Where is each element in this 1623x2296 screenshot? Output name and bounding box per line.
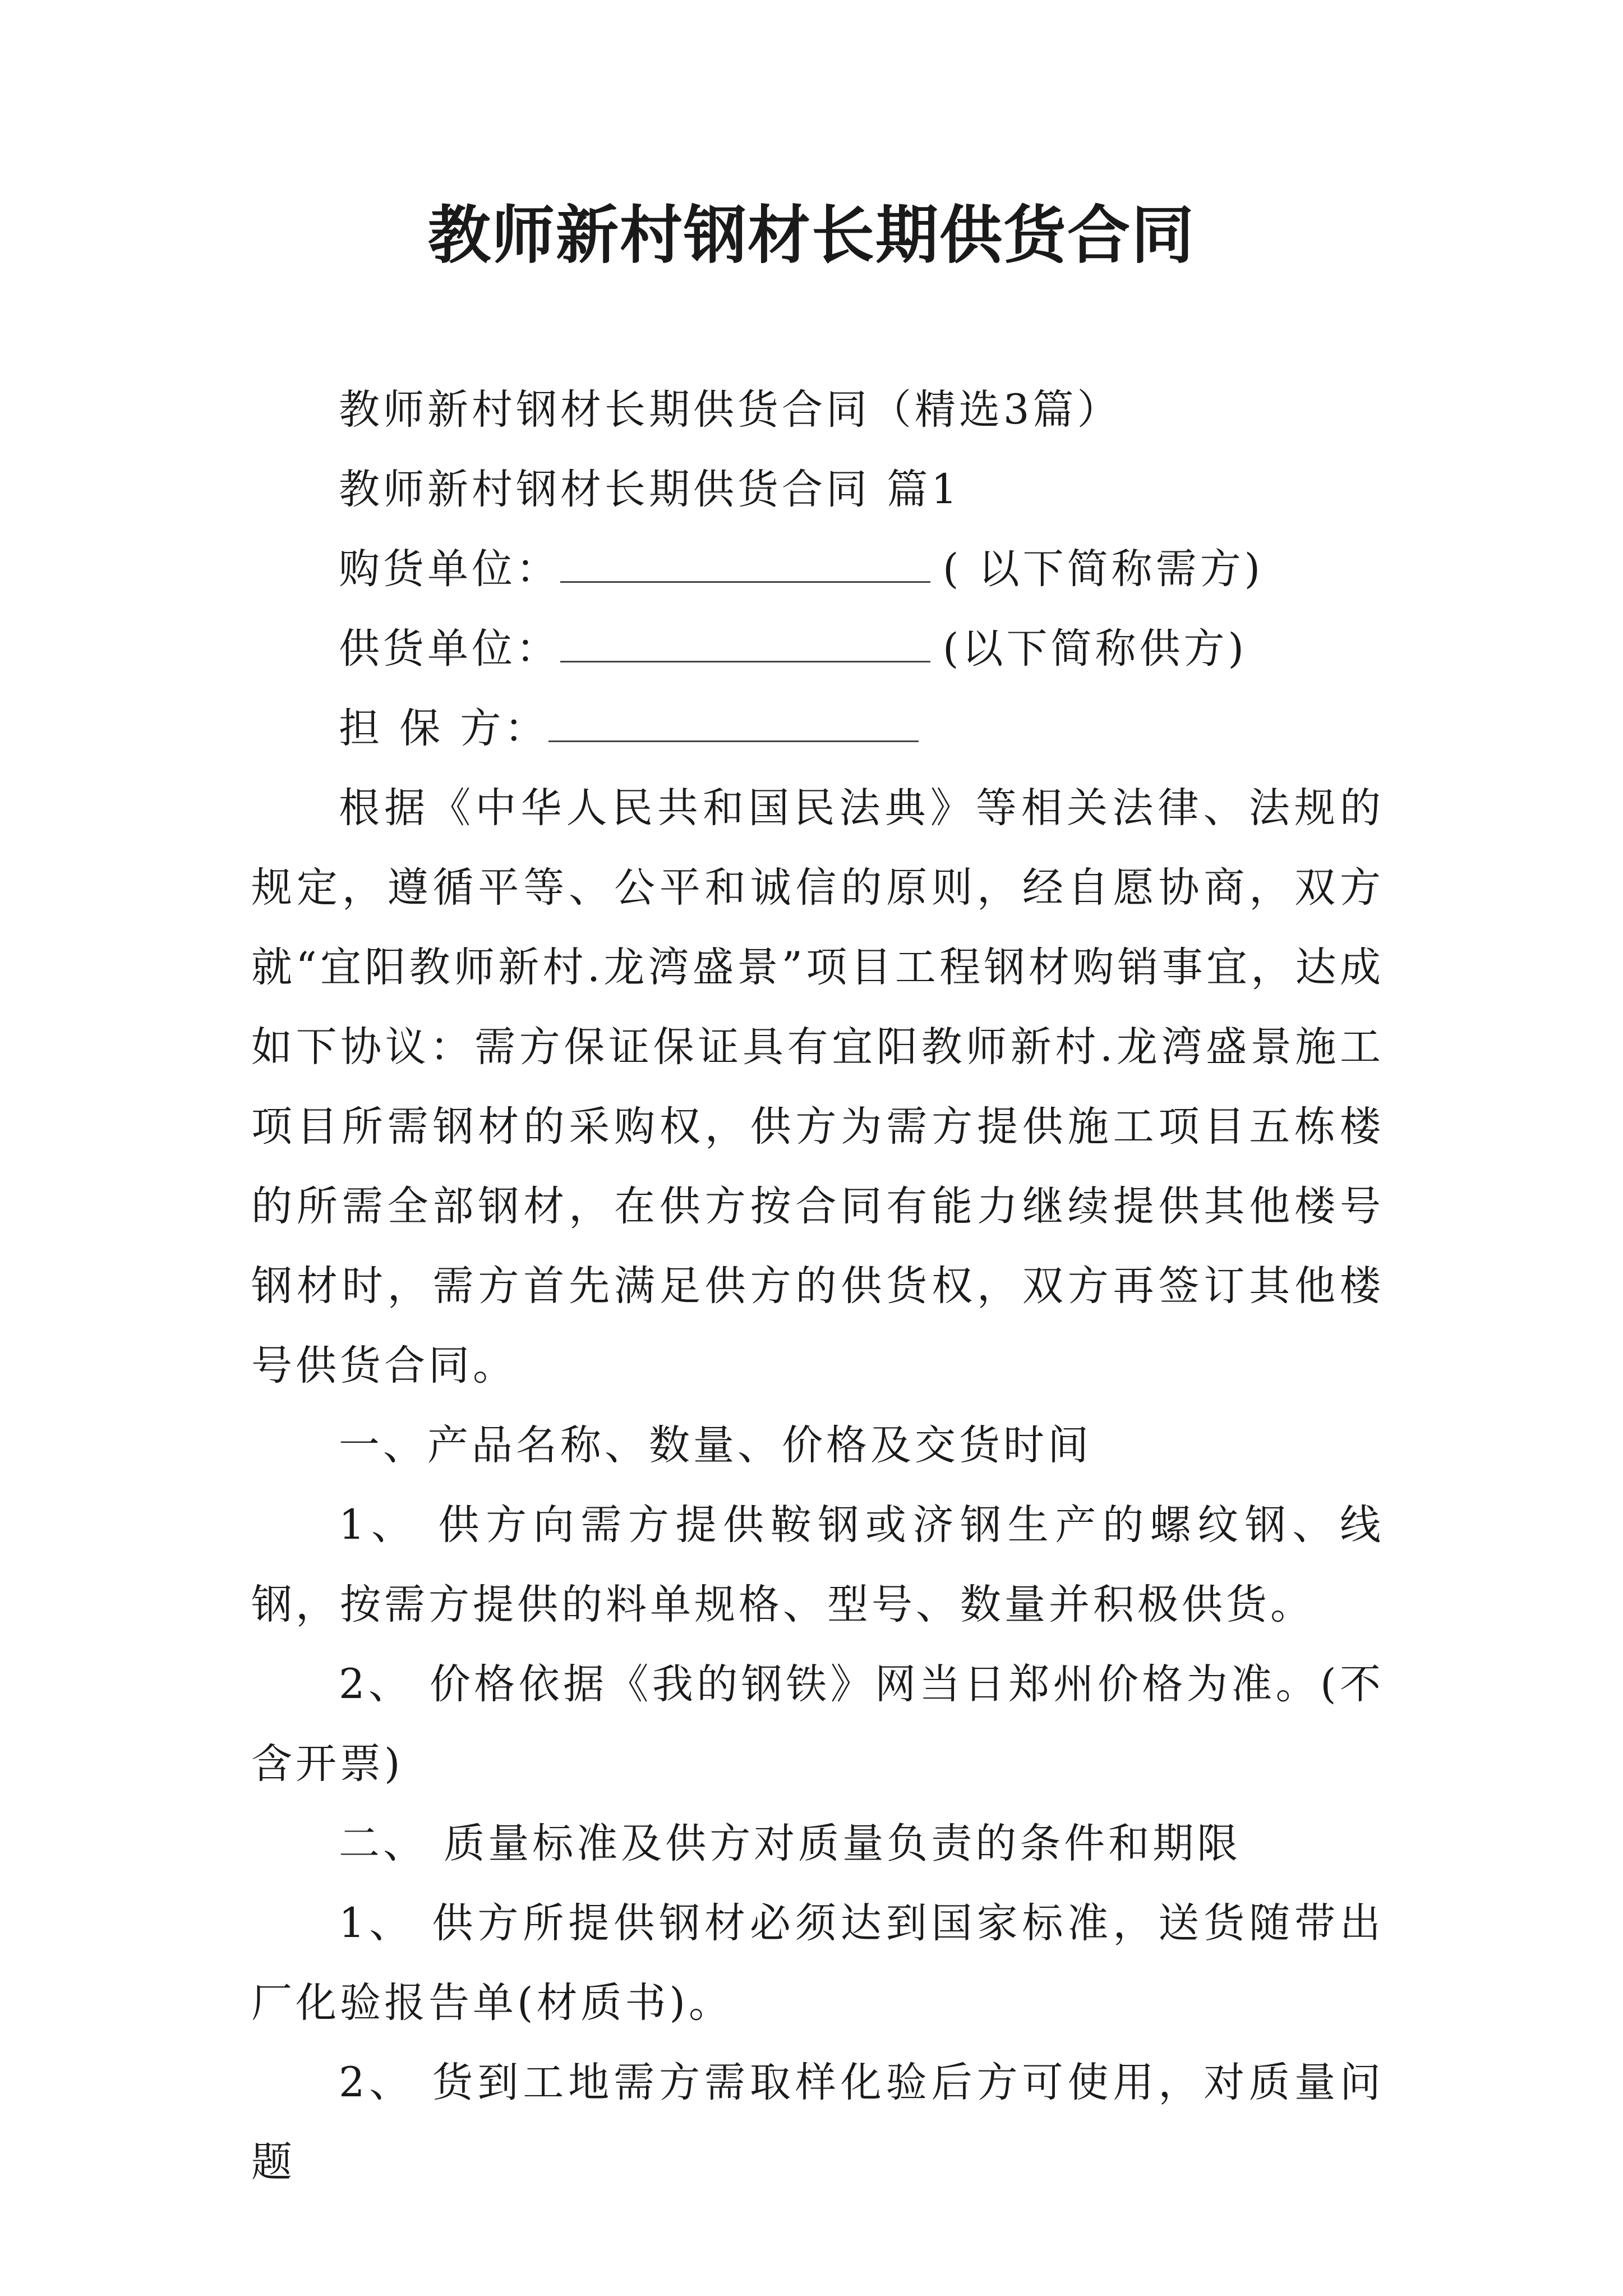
- guarantor-field: [251, 689, 1384, 769]
- supplier-blank-line: [560, 627, 930, 662]
- section-1-item-2: 2、 价格依据《我的钢铁》网当日郑州价格为准。(不含开票): [251, 1660, 1384, 1788]
- supplier-note: (以下简称供方): [943, 625, 1247, 673]
- document-subtitle: 教师新村钢材长期供货合同（精选3篇）: [339, 386, 1122, 434]
- section-2-item-1: 1、 供方所提供钢材必须达到国家标准，送货随带出厂化验报告单(材质书)。: [251, 1899, 1384, 2027]
- document-title: 教师新村钢材长期供货合同: [428, 199, 1195, 272]
- section-1-item-1: 1、 供方向需方提供鞍钢或济钢生产的螺纹钢、线钢，按需方提供的料单规格、型号、数量并积极供货。: [251, 1501, 1384, 1628]
- supplier-field: [251, 609, 1384, 689]
- buyer-field: [251, 530, 1384, 609]
- guarantor-blank-line: [548, 707, 919, 742]
- guarantor-label: 担 保 方：: [339, 705, 549, 752]
- section-2-item-2: 2、 货到工地需方需取样化验后方可使用，对质量问题: [251, 2059, 1384, 2186]
- section-1-heading: 一、产品名称、数量、价格及交货时间: [339, 1421, 1092, 1469]
- intro-paragraph: 根据《中华人民共和国民法典》等相关法律、法规的规定，遵循平等、公平和诚信的原则，经自愿协商，双方就“宜阳教师新村.龙湾盛景”项目工程钢材购销事宜，达成如下协议：需方保证保证具有宜阳教师新村.龙湾盛景施工项目所需钢材的采购权，供方为需方提供施工项目五栋楼的所需全部钢材，在供方按合同有能力继续提供其他楼号钢材时，需方首先满足供方的供货权，双方再签订其他楼号供货合同。: [251, 784, 1384, 1389]
- buyer-blank-line: [560, 547, 930, 583]
- part-heading: 教师新村钢材长期供货合同 篇1: [339, 466, 961, 513]
- supplier-label: 供货单位：: [339, 625, 560, 673]
- buyer-label: 购货单位：: [339, 545, 560, 593]
- document-body: [251, 370, 1384, 2202]
- buyer-note: ( 以下简称需方): [943, 545, 1264, 593]
- section-2-heading: 二、 质量标准及供方对质量负责的条件和期限: [339, 1820, 1242, 1867]
